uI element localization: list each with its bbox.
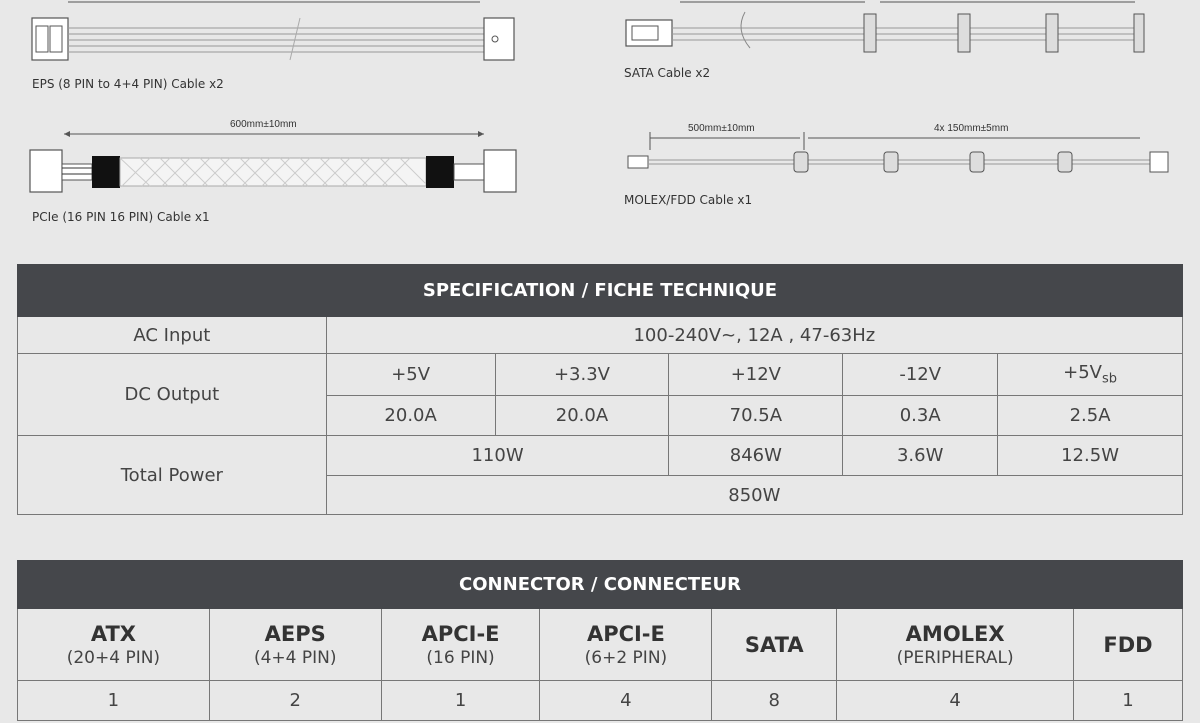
rail-5v: +5V bbox=[326, 354, 495, 396]
connector-count: 4 bbox=[837, 681, 1074, 721]
connector-count-row bbox=[18, 681, 1183, 721]
rail-3v3: +3.3V bbox=[495, 354, 669, 396]
connector-count: 1 bbox=[1074, 681, 1183, 721]
connector-name: APCI-E bbox=[586, 621, 665, 646]
connector-count: 8 bbox=[712, 681, 837, 721]
connector-sub: (20+4 PIN) bbox=[66, 647, 161, 668]
pcie-cable-drawing bbox=[30, 131, 516, 192]
current-5vsb: 2.5A bbox=[998, 396, 1183, 436]
spec-table-title: SPECIFICATION / FICHE TECHNIQUE bbox=[18, 265, 1183, 317]
rail-5vsb-sub: sb bbox=[1101, 371, 1117, 387]
connector-atx bbox=[18, 609, 210, 681]
connector-aeps bbox=[209, 609, 381, 681]
ac-input-value: 100-240V~, 12A , 47-63Hz bbox=[326, 317, 1182, 354]
connector-sata bbox=[712, 609, 837, 681]
connector-sub: (16 PIN) bbox=[426, 647, 495, 668]
power-minus-12v: 3.6W bbox=[843, 436, 998, 476]
total-power-label: Total Power bbox=[18, 436, 327, 515]
eps-cable-caption: EPS (8 PIN to 4+4 PIN) Cable x2 bbox=[32, 77, 224, 91]
cable-diagram-area bbox=[0, 0, 1200, 250]
power-12v: 846W bbox=[669, 436, 843, 476]
ac-input-label: AC Input bbox=[18, 317, 327, 354]
current-3v3: 20.0A bbox=[495, 396, 669, 436]
connector-name: AEPS bbox=[264, 621, 326, 646]
pcie-cable-caption: PCIe (16 PIN 16 PIN) Cable x1 bbox=[32, 210, 210, 224]
connector-sub: (4+4 PIN) bbox=[253, 647, 337, 668]
eps-cable-drawing bbox=[32, 2, 514, 60]
connector-table-title: CONNECTOR / CONNECTEUR bbox=[18, 561, 1183, 609]
molex-cable-drawing bbox=[628, 132, 1168, 172]
total-power-value: 850W bbox=[326, 476, 1182, 515]
connector-count: 1 bbox=[381, 681, 540, 721]
power-5v-3v3: 110W bbox=[326, 436, 669, 476]
current-12v: 70.5A bbox=[669, 396, 843, 436]
pcie-length-label: 600mm±10mm bbox=[230, 119, 297, 130]
molex-first-length-label: 500mm±10mm bbox=[688, 123, 755, 134]
rail-minus-12v: -12V bbox=[843, 354, 998, 396]
connector-count: 1 bbox=[18, 681, 210, 721]
connector-sub: (PERIPHERAL) bbox=[896, 647, 1014, 668]
connector-apcie-16 bbox=[381, 609, 540, 681]
connector-count: 2 bbox=[209, 681, 381, 721]
connector-amolex bbox=[837, 609, 1074, 681]
connector-name: SATA bbox=[744, 632, 804, 657]
rail-5vsb bbox=[998, 354, 1183, 396]
connector-name: AMOLEX bbox=[905, 621, 1005, 646]
molex-segment-length-label: 4x 150mm±5mm bbox=[934, 123, 1009, 134]
specification-table bbox=[17, 264, 1183, 515]
rail-12v: +12V bbox=[669, 354, 843, 396]
connector-name: APCI-E bbox=[421, 621, 500, 646]
connector-table bbox=[17, 560, 1183, 721]
connector-fdd bbox=[1074, 609, 1183, 681]
connector-count: 4 bbox=[540, 681, 712, 721]
connector-name-row bbox=[18, 609, 1183, 681]
power-5vsb: 12.5W bbox=[998, 436, 1183, 476]
connector-name: ATX bbox=[90, 621, 136, 646]
connector-apcie-6-2 bbox=[540, 609, 712, 681]
sata-cable-drawing bbox=[626, 2, 1144, 52]
current-5v: 20.0A bbox=[326, 396, 495, 436]
connector-name: FDD bbox=[1103, 632, 1153, 657]
current-minus-12v: 0.3A bbox=[843, 396, 998, 436]
connector-sub: (6+2 PIN) bbox=[584, 647, 668, 668]
sata-cable-caption: SATA Cable x2 bbox=[624, 66, 711, 80]
rail-5vsb-main: +5V bbox=[1063, 362, 1102, 384]
dc-output-label: DC Output bbox=[18, 354, 327, 436]
molex-cable-caption: MOLEX/FDD Cable x1 bbox=[624, 193, 753, 207]
